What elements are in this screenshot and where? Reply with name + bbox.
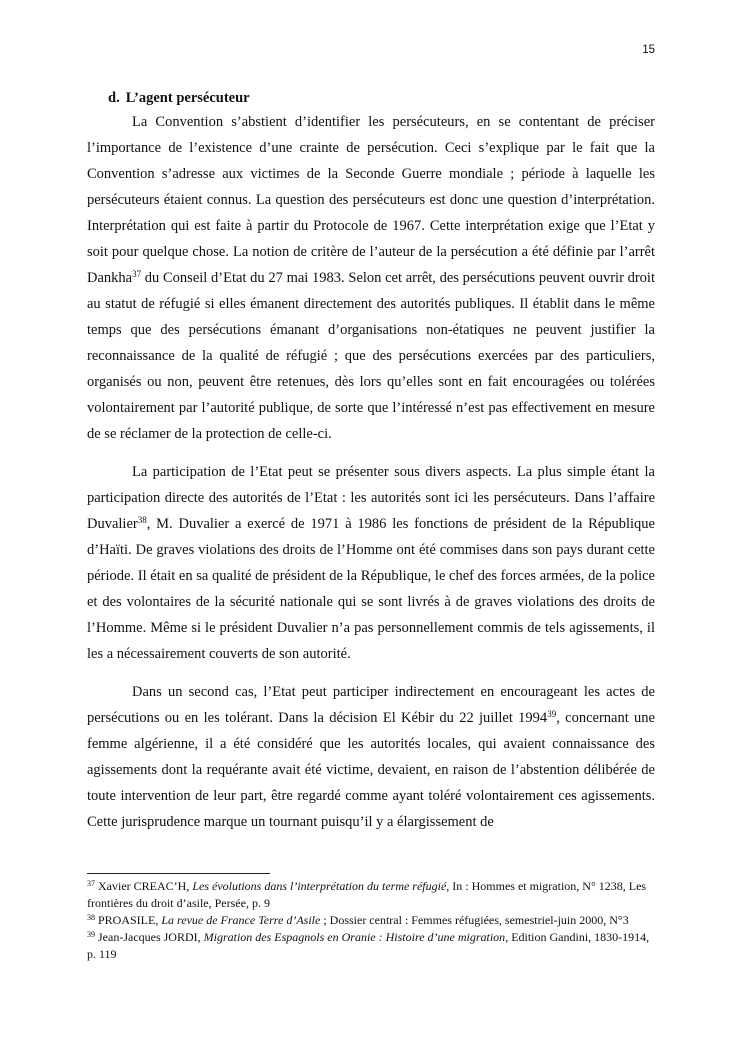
paragraph-text: du Conseil d’Etat du 27 mai 1983. Selon cet arrêt, des persécutions peuvent ouvrir droit au statut de réfugié si elles émanent directement des autorités publiques. Il établit dans le même temps que des persécutions émanant d’organisations non-étatiques ne peuvent justifier la reconnaissance de la qualité de réfugié ; que des persécutions exercées par des particuliers, organisés ou non, peuvent être retenues, dès lors qu’elles sont en fait encouragées ou tolérées volontairement par l’autorité publique, de sorte que l’intéressé n’est pas effectivement en mesure de se réclamer de la protection de celle-ci. — [87, 270, 655, 442]
footnote-text: , Edition Gandini, 1830-1914, p. 119 — [87, 930, 650, 961]
footnote-title: Les évolutions dans l’interprétation du terme réfugié, — [192, 879, 450, 893]
footnote-text: ; Dossier central : Femmes réfugiées, semestriel-juin 2000, N°3 — [320, 913, 629, 927]
footnote-text: In : Hommes et migration, N° 1238, Les frontières du droit d’asile, Persée, p. 9 — [87, 879, 647, 910]
footnote-38 — [87, 912, 659, 929]
footnote-39 — [87, 929, 659, 963]
footnote-ref-39[interactable]: 39 — [547, 709, 557, 719]
footnote-37 — [87, 878, 659, 912]
footnote-number: 39 — [87, 930, 95, 939]
footnote-separator — [87, 873, 270, 874]
footnote-text: Jean-Jacques JORDI, — [95, 930, 204, 944]
footnote-number: 37 — [87, 879, 95, 888]
footnote-number: 38 — [87, 913, 95, 922]
footnote-text: PROASILE, — [95, 913, 162, 927]
paragraph-text: , concernant une femme algérienne, il a été considéré que les autorités locales, qui avaient connaissance des agissements dont la requérante avait été victime, devaient, en raison de l’abstention délibérée de toute intervention de leur part, être regardé comme ayant toléré volontairement ces agissements. Cette jurisprudence marque un tournant puisqu’il y a élargissement de — [87, 710, 655, 830]
footnote-title: Migration des Espagnols en Oranie : Histoire d’une migration — [203, 930, 506, 944]
paragraph-text: La Convention s’abstient d’identifier les persécuteurs, en se contentant de préciser l’importance de l’existence d’une crainte de persécution. Ceci s’explique par le fait que la Convention s’adresse aux victimes de la Seconde Guerre mondiale ; période à laquelle les persécuteurs étaient connus. La question des persécuteurs est donc une question d’interprétation. Interprétation qui est faite à partir du Protocole de 1967. Cette interprétation exige que l’Etat y soit pour quelque chose. La notion de critère de l’auteur de la persécution a été définie par l’arrêt Dankha — [87, 114, 655, 286]
main-content — [87, 88, 655, 835]
footnote-title: La revue de France Terre d’Asile — [161, 913, 321, 927]
paragraph-1 — [87, 109, 655, 447]
page-number: 15 — [642, 44, 655, 56]
section-title: L’agent persécuteur — [125, 90, 250, 106]
paragraph-text: Dans un second cas, l’Etat peut participer indirectement en encourageant les actes de persécutions ou en les tolérant. Dans la décision El Kébir du 22 juillet 1994 — [87, 684, 655, 726]
paragraph-text: La participation de l’Etat peut se présenter sous divers aspects. La plus simple étant la participation directe des autorités de l’Etat : les autorités sont ici les persécuteurs. Dans l’affaire Duvalier — [87, 464, 655, 532]
paragraph-2 — [87, 459, 655, 667]
paragraph-3 — [87, 679, 655, 835]
footnote-text: Xavier CREAC’H, — [95, 879, 193, 893]
section-heading — [87, 88, 655, 108]
section-marker: d. — [108, 90, 120, 106]
footnote-ref-38[interactable]: 38 — [137, 515, 147, 525]
footnotes — [87, 878, 659, 963]
footnote-ref-37[interactable]: 37 — [132, 269, 142, 279]
paragraph-text: , M. Duvalier a exercé de 1971 à 1986 les fonctions de président de la République d’Haïti. De graves violations des droits de l’Homme ont été commises dans son pays durant cette période. Il était en sa qualité de président de la République, le chef des forces armées, de la police et des volontaires de la sécurité nationale qui se sont livrés à de graves violations des droits de l’Homme. Même si le président Duvalier n’a pas personnellement commis de tels agissements, il les a nécessairement couverts de son autorité. — [87, 516, 655, 662]
